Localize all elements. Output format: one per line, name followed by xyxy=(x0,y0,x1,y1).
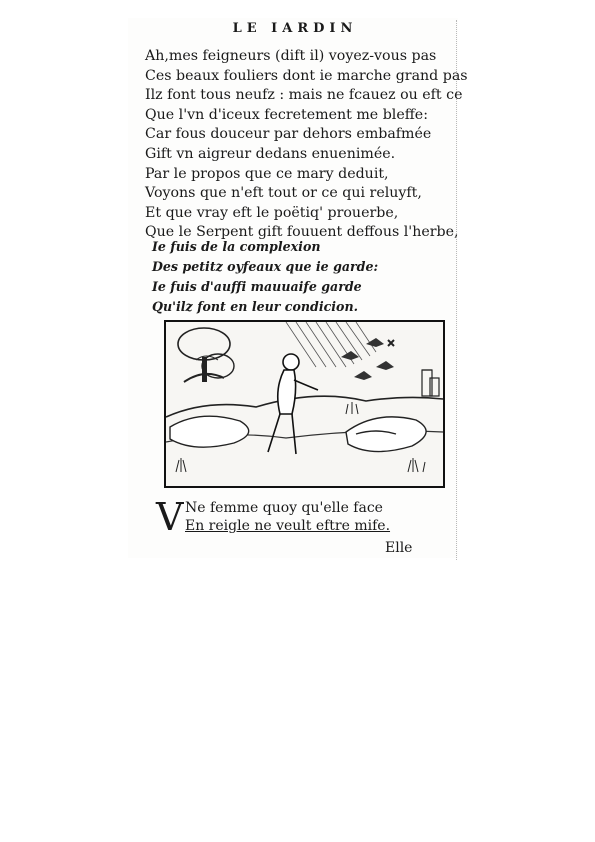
rocks xyxy=(170,416,426,451)
tree xyxy=(178,328,234,382)
verse-line: Par le propos que ce mary deduit, xyxy=(145,165,389,182)
figure xyxy=(268,354,318,454)
running-title: LE IARDIN xyxy=(232,21,358,36)
verse-line: Ilz font tous neufz : mais ne fcauez ou eft ce xyxy=(145,87,463,104)
woodcut-scene xyxy=(166,322,443,486)
italic-verse-block xyxy=(152,237,378,317)
closing-line: En reigle ne veult eftre mife. xyxy=(185,518,391,534)
verse-line: Que l'vn d'iceux fecretement me bleffe: xyxy=(145,106,428,123)
hills xyxy=(166,396,443,417)
verse-line: Que le Serpent gift fouuent deffous l'herbe, xyxy=(145,224,459,241)
italic-verse-line: Qu'ilz font en leur condicion. xyxy=(152,299,358,314)
italic-verse-line: Ie fuis d'auffi mauuaife garde xyxy=(152,279,362,294)
catchword: Elle xyxy=(385,540,413,556)
italic-verse-line: Des petitz oyfeaux que ie garde: xyxy=(152,259,379,274)
verse-block xyxy=(145,47,468,243)
verse-line: Gift vn aigreur dedans enuenimée. xyxy=(145,145,396,162)
verse-line: Et que vray eft le poëtiq' prouerbe, xyxy=(145,204,399,221)
verse-line: Ces beaux fouliers dont ie marche grand pas xyxy=(145,67,468,84)
woodcut-illustration xyxy=(164,320,445,488)
italic-verse-line: Ie fuis de la complexion xyxy=(152,239,321,254)
drop-cap: V xyxy=(156,495,184,539)
closing-line: Ne femme quoy qu'elle face xyxy=(185,500,383,516)
verse-line: Car fous douceur par dehors embafmée xyxy=(145,126,432,143)
verse-line: Ah,mes feigneurs (dift il) voyez-vous pas xyxy=(145,48,437,64)
castle xyxy=(422,370,439,396)
birds xyxy=(341,338,394,380)
verse-line: Voyons que n'eft tout or ce qui reluyft, xyxy=(145,185,422,202)
